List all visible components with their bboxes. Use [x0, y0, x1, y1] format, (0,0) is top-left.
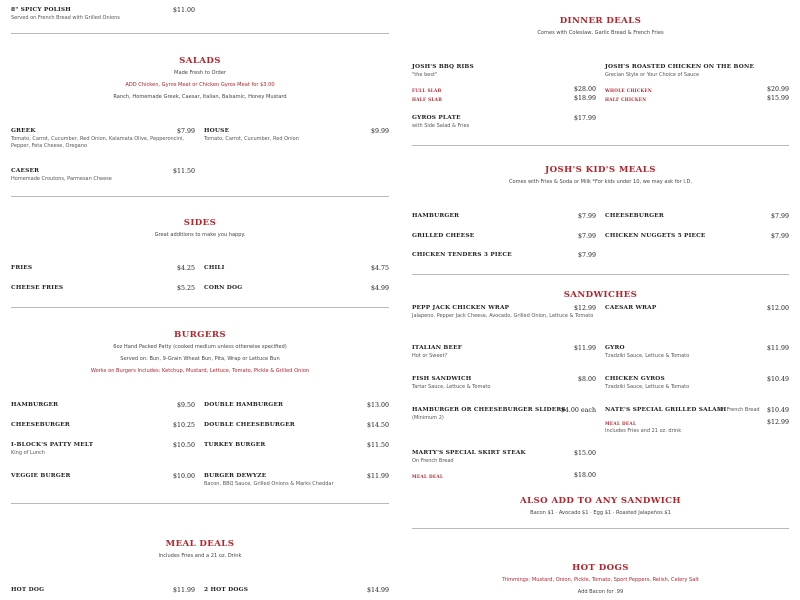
full-slab-price: $28.00 — [573, 86, 596, 93]
burgers-bun-note: Served on: Bun, 9-Grain Wheat Bun, Pita, Wrap or Lettuce Bun — [120, 356, 280, 362]
whole-chicken-price: $20.99 — [766, 86, 789, 93]
item-price: $7.99 — [770, 233, 789, 240]
item-name: NATE'S SPECIAL GRILLED SALAMI — [605, 407, 727, 413]
item-name: HOT DOG — [11, 587, 45, 593]
menu-item-grilled-salami[interactable] — [605, 407, 789, 437]
menu-item-pepp-jack-wrap[interactable] — [412, 305, 596, 333]
item-desc: "the best" — [412, 72, 438, 78]
item-name: GREEK — [11, 128, 36, 134]
item-name: HAMBURGER OR CHEESEBURGER SLIDERS — [412, 407, 566, 413]
sides-title: SIDES — [183, 218, 217, 228]
menu-item-chicken-gyros[interactable] — [605, 376, 789, 394]
item-price: $10.49 — [766, 407, 789, 414]
item-desc: Tzadziki Sauce, Lettuce & Tomato — [605, 353, 690, 359]
item-name: CHILI — [204, 265, 225, 271]
item-desc: Tomato, Carrot, Cucumber, Red Onion — [204, 136, 299, 142]
item-price: $12.00 — [766, 305, 789, 312]
item-name: BURGER DEWYZE — [204, 473, 267, 479]
menu-item-cheeseburger[interactable] — [11, 422, 195, 432]
menu-item-roasted-chicken[interactable] — [605, 64, 789, 104]
item-desc: Homemade Croutons, Parmesan Cheese — [11, 176, 112, 182]
item-name: CHICKEN TENDERS 3 PIECE — [412, 252, 512, 258]
menu-item-gyro[interactable] — [605, 345, 789, 363]
burgers-patty-note: 6oz Hand Packed Patty (cooked medium unless otherwise specified) — [113, 344, 287, 350]
item-price: $10.00 — [172, 473, 195, 480]
item-desc: Served on French Bread with Grilled Onions — [11, 15, 120, 21]
menu-item-chili[interactable] — [204, 265, 389, 275]
item-name: I-BLOCK'S PATTY MELT — [11, 442, 94, 448]
item-price: $11.00 — [172, 7, 195, 14]
menu-item-corn-dog[interactable] — [204, 285, 389, 295]
item-name: HOUSE — [204, 128, 230, 134]
item-name: VEGGIE BURGER — [11, 473, 71, 479]
divider — [412, 528, 789, 529]
item-price: $7.99 — [577, 233, 596, 240]
sandwiches-title: SANDWICHES — [563, 290, 638, 300]
meal-deals-title: MEAL DEALS — [165, 539, 235, 549]
kids-meals-title: JOSH'S KID'S MEALS — [545, 165, 656, 175]
menu-item-sliders[interactable] — [412, 407, 596, 425]
menu-item-kids-tenders[interactable] — [412, 252, 596, 262]
item-price: $11.99 — [766, 345, 789, 352]
item-price: $7.99 — [770, 213, 789, 220]
item-price: $17.99 — [573, 115, 596, 122]
item-price: $11.50 — [172, 168, 195, 175]
item-name: GYRO — [605, 345, 625, 351]
item-price: $14.50 — [366, 422, 389, 429]
item-price: $4.99 — [370, 285, 389, 292]
item-desc: Tomato, Carrot, Cucumber, Red Onion, Kalamata Olive, Pepperoncini, Pepper, Feta Cheese, Oregano — [11, 136, 184, 150]
meal-deal-price: $12.99 — [766, 419, 789, 426]
half-chicken-label: HALF CHICKEN — [605, 97, 647, 102]
dinner-deals-subtitle: Comes with Coleslaw, Garlic Bread & French Fries — [537, 30, 664, 36]
meal-deals-subtitle: Includes Fries and a 21 oz. Drink — [158, 553, 242, 559]
item-price: $13.00 — [366, 402, 389, 409]
menu-item-hot-dog-deal[interactable] — [11, 587, 195, 597]
menu-item-double-cheeseburger[interactable] — [204, 422, 389, 432]
item-name: CAESER — [11, 168, 40, 174]
menu-item-burger-dewyze[interactable] — [204, 473, 389, 491]
item-price: $9.99 — [370, 128, 389, 135]
item-price: $11.50 — [366, 442, 389, 449]
menu-item-kids-nuggets[interactable] — [605, 233, 789, 243]
full-slab-label: FULL SLAB — [412, 88, 442, 93]
burgers-works-note: Works on Burgers Includes: Ketchup, Mustard, Lettuce, Tomato, Pickle & Grilled Onion — [90, 368, 310, 374]
item-price: $7.99 — [176, 128, 195, 135]
menu-item-skirt-steak[interactable] — [412, 450, 596, 480]
item-price: $4.75 — [370, 265, 389, 272]
menu-item-caeser[interactable] — [11, 168, 195, 188]
item-desc: Includes Fries and 21 oz. drink — [605, 428, 682, 434]
menu-item-cheese-fries[interactable] — [11, 285, 195, 295]
item-name: DOUBLE CHEESEBURGER — [204, 422, 295, 428]
whole-chicken-label: WHOLE CHICKEN — [605, 88, 653, 93]
item-price: $11.99 — [366, 473, 389, 480]
item-price: $5.25 — [176, 285, 195, 292]
item-price: $11.99 — [573, 345, 596, 352]
item-desc: On French Bread — [412, 458, 454, 464]
item-name: TURKEY BURGER — [204, 442, 266, 448]
item-price: $12.99 — [573, 305, 596, 312]
addons-title: ALSO ADD TO ANY SANDWICH — [520, 496, 681, 506]
item-name: GYROS PLATE — [412, 115, 461, 121]
menu-item-2-hot-dogs-deal[interactable] — [204, 587, 389, 597]
menu-item-kids-hamburger[interactable] — [412, 213, 596, 223]
item-name: 2 HOT DOGS — [204, 587, 249, 593]
menu-item-bbq-ribs[interactable] — [412, 64, 596, 104]
menu-item-greek[interactable] — [11, 128, 195, 156]
menu-item-house[interactable] — [204, 128, 389, 148]
item-name: CHICKEN GYROS — [605, 376, 665, 382]
menu-item-double-hamburger[interactable] — [204, 402, 389, 412]
item-price: $4.00 each — [560, 407, 596, 414]
menu-item-kids-cheeseburger[interactable] — [605, 213, 789, 223]
divider — [11, 503, 389, 504]
item-name: PEPP JACK CHICKEN WRAP — [412, 305, 510, 311]
salads-add-note: ADD Chicken, Gyros Meat or Chicken Gyros Meat for $3.00 — [125, 82, 275, 88]
menu-item-caesar-wrap[interactable] — [605, 305, 789, 315]
item-name: HAMBURGER — [11, 402, 59, 408]
item-name: CHICKEN NUGGETS 5 PIECE — [605, 233, 706, 239]
item-name: GRILLED CHEESE — [412, 233, 475, 239]
item-desc: Bacon, BBQ Sauce, Grilled Onions & Marks Cheddar — [204, 481, 334, 487]
item-desc: Hot or Sweet? — [412, 353, 448, 359]
item-desc: Jalapeno, Pepper Jack Cheese, Avocado, Grilled Onion, Lettuce & Tomato — [412, 313, 594, 319]
item-price: $7.99 — [577, 252, 596, 259]
half-slab-label: HALF SLAB — [412, 97, 443, 102]
item-name: CHEESE FRIES — [11, 285, 64, 291]
divider — [412, 274, 789, 275]
divider — [11, 196, 389, 197]
item-name: 8" SPICY POLISH — [11, 7, 71, 13]
menu-item-fish-sandwich[interactable] — [412, 376, 596, 394]
menu-item-fries[interactable] — [11, 265, 195, 275]
menu-item-gyros-plate[interactable] — [412, 115, 596, 133]
item-name: FRIES — [11, 265, 33, 271]
item-name: JOSH'S ROASTED CHICKEN ON THE BONE — [605, 64, 755, 70]
item-price: $14.99 — [366, 587, 389, 594]
item-price: $10.50 — [172, 442, 195, 449]
item-name: FISH SANDWICH — [412, 376, 472, 382]
addons-list: Bacon $1 · Avocado $1 · Egg $1 · Roasted Jalapeños $1 — [530, 510, 671, 516]
menu-item-hamburger[interactable] — [11, 402, 195, 412]
half-chicken-price: $15.99 — [766, 95, 789, 102]
item-desc: Tartar Sauce, Lettuce & Tomato — [412, 384, 491, 390]
item-desc: Tzadziki Sauce, Lettuce & Tomato — [605, 384, 690, 390]
hot-dogs-trimmings: Trimmings: Mustard, Onion, Pickle, Tomato, Sport Peppers, Relish, Celery Salt — [502, 577, 699, 583]
item-price: $10.49 — [766, 376, 789, 383]
salads-title: SALADS — [179, 56, 221, 66]
item-desc: King of Lunch — [11, 450, 45, 456]
item-price: $10.25 — [172, 422, 195, 429]
item-price: $8.00 — [577, 376, 596, 383]
divider — [11, 307, 389, 308]
kids-meals-subtitle: Comes with Fries & Soda or Milk *For kids under 10, we may ask for I.D. — [508, 179, 692, 185]
divider — [11, 33, 389, 34]
salads-subtitle: Made Fresh to Order — [174, 70, 226, 76]
item-name: CHEESEBURGER — [11, 422, 70, 428]
item-name: CORN DOG — [204, 285, 243, 291]
item-name: ITALIAN BEEF — [412, 345, 463, 351]
dinner-deals-title: DINNER DEALS — [559, 16, 642, 26]
item-price: $7.99 — [577, 213, 596, 220]
half-slab-price: $18.99 — [573, 95, 596, 102]
item-price: $15.00 — [573, 450, 596, 457]
menu-item-kids-grilled-cheese[interactable] — [412, 233, 596, 243]
item-name: JOSH'S BBQ RIBS — [412, 64, 474, 70]
hot-dogs-title: HOT DOGS — [572, 563, 629, 573]
menu-item-veggie-burger[interactable] — [11, 473, 195, 483]
item-name: HAMBURGER — [412, 213, 460, 219]
hot-dogs-bacon: Add Bacon for .99 — [577, 589, 624, 595]
menu-item-spicy-polish[interactable] — [11, 7, 195, 27]
meal-deal-label: MEAL DEAL — [412, 474, 444, 479]
menu-item-italian-beef[interactable] — [412, 345, 596, 363]
meal-deal-label: MEAL DEAL — [605, 421, 637, 426]
burgers-title: BURGERS — [174, 330, 226, 340]
menu-item-patty-melt[interactable] — [11, 442, 195, 460]
item-name: CHEESEBURGER — [605, 213, 664, 219]
item-price: $4.25 — [176, 265, 195, 272]
item-desc: Grecian Style or Your Choice of Sauce — [605, 72, 700, 78]
sides-subtitle: Great additions to make you happy. — [154, 232, 246, 238]
item-price: $9.50 — [176, 402, 195, 409]
meal-deal-price: $18.00 — [573, 472, 596, 479]
item-extra: On French Bread — [718, 407, 760, 413]
item-name: MARTY'S SPECIAL SKIRT STEAK — [412, 450, 526, 456]
item-name: DOUBLE HAMBURGER — [204, 402, 284, 408]
divider — [412, 145, 789, 146]
item-desc: with Side Salad & Fries — [412, 123, 470, 129]
item-price: $11.99 — [172, 587, 195, 594]
menu-item-turkey-burger[interactable] — [204, 442, 389, 452]
salad-dressings: Ranch, Homemade Greek, Caesar, Italian, Balsamic, Honey Mustard — [113, 94, 287, 100]
item-name: CAESAR WRAP — [605, 305, 657, 311]
item-desc: (Minimum 2) — [412, 415, 444, 421]
